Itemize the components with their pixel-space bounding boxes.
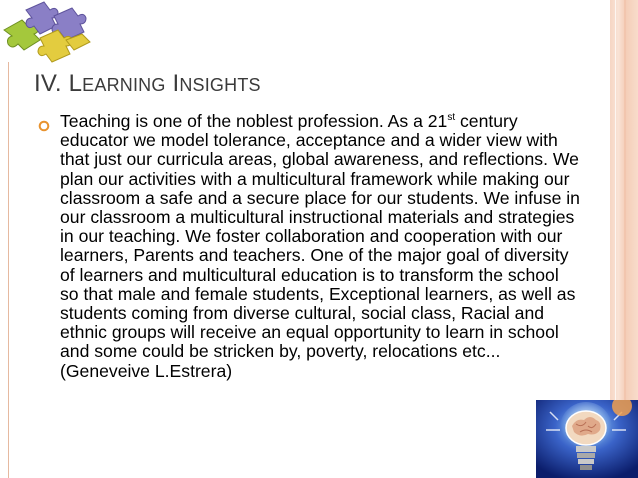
title-part-1: IV. L [34,70,83,97]
body-text-before-superscript: Teaching is one of the noblest profession. As a 21 [60,111,448,131]
left-accent-line [8,62,9,478]
body-text-after-superscript: century educator we model tolerance, acceptance and a wider view with that just our curricula areas, global awareness, and reflections. We plan our activities with a multicultural framework while making our classroom a safe and a secure place for our students. We infuse in our classroom a multicultural instructional materials and strategies in our teaching. We foster collaboration and cooperation with our learners, Parents and teachers. One of the major goal of diversity of learners and multicultural education is to transform the school so that male and female students, Exceptional learners, as well as students coming from diverse cultural, social class, Racial and ethnic groups will receive an equal opportunity to learn in school and some could be stricken by, poverty, relocations etc...(Geneveive L.Estrera) [60,111,580,381]
ordinal-superscript: st [447,112,456,124]
title-part-2: EARNING [82,75,166,95]
title-part-3: I [165,70,180,97]
body-paragraph [60,112,580,381]
brain-lightbulb-icon [536,400,638,478]
circle-bullet-icon [38,120,50,132]
title-part-4: NSIGHTS [179,75,261,95]
slide-title [34,62,261,99]
puzzle-pieces-icon [0,0,96,66]
